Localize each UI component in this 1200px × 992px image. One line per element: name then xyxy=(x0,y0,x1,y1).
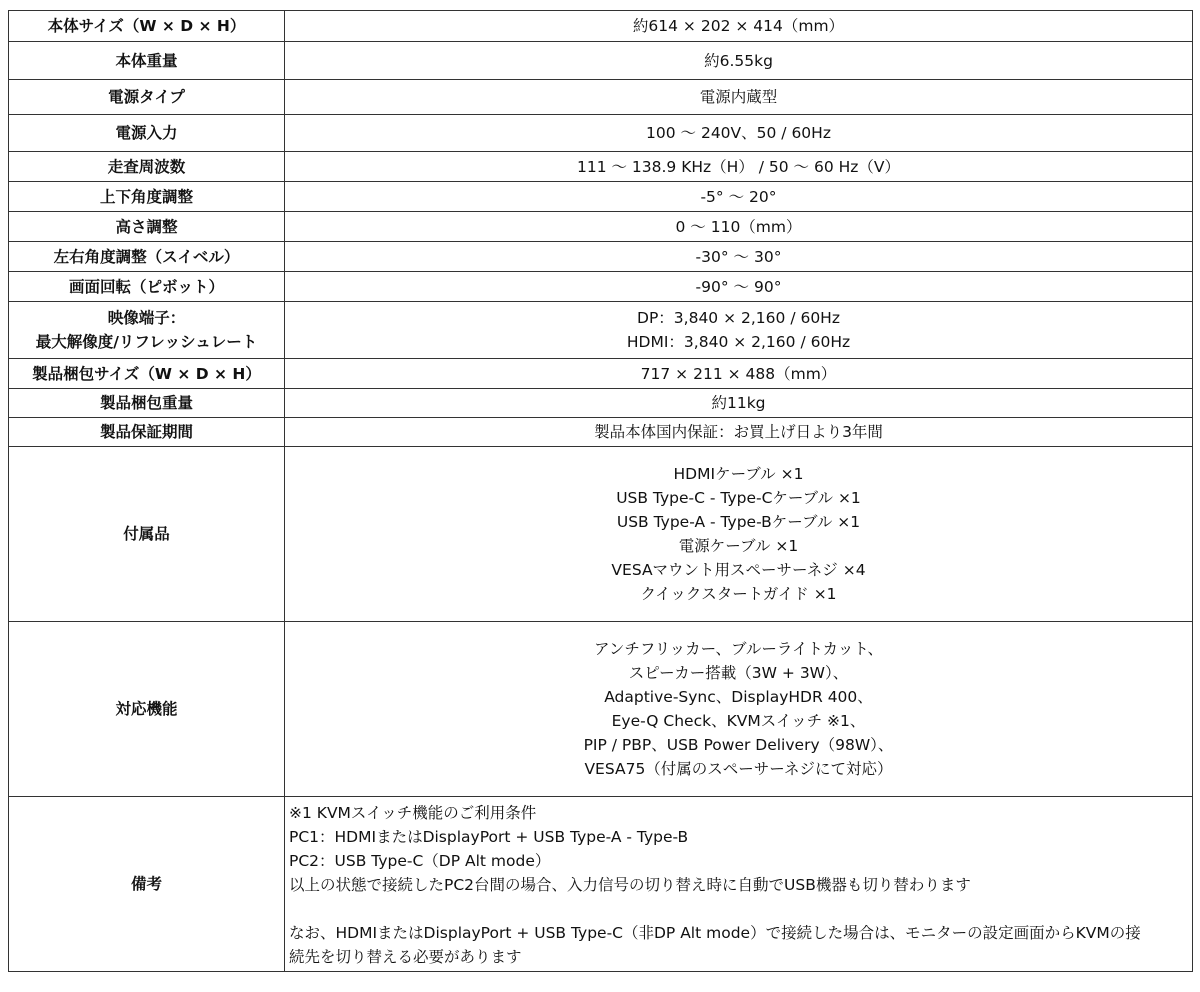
value-line: USB Type-C - Type-Cケーブル ×1 xyxy=(616,489,861,507)
table-row xyxy=(9,622,1193,797)
table-row xyxy=(9,797,1193,972)
row-label: 電源入力 xyxy=(9,115,285,152)
row-label: 走査周波数 xyxy=(9,152,285,182)
row-value xyxy=(285,447,1193,622)
row-label: 左右角度調整（スイベル） xyxy=(9,242,285,272)
label-line: 映像端子： xyxy=(107,309,186,327)
value-line: USB Type-A - Type-Bケーブル ×1 xyxy=(616,513,861,531)
row-label: 付属品 xyxy=(9,447,285,622)
value-line: 以上の状態で接続したPC2台間の場合、入力信号の切り替え時に自動でUSB機器も切り替わります xyxy=(289,876,971,894)
value-line xyxy=(289,897,1188,921)
row-label: 製品梱包重量 xyxy=(9,389,285,418)
row-value xyxy=(285,797,1193,972)
row-label: 電源タイプ xyxy=(9,80,285,115)
value-line: アンチフリッカー、ブルーライトカット、 xyxy=(594,640,883,658)
row-value: 111 ～ 138.9 KHz（H） / 50 ～ 60 Hz（V） xyxy=(285,152,1193,182)
row-value: -30° ～ 30° xyxy=(285,242,1193,272)
row-value: -5° ～ 20° xyxy=(285,182,1193,212)
table-row xyxy=(9,389,1193,418)
value-line: PIP / PBP、USB Power Delivery（98W）、 xyxy=(583,736,894,754)
row-label: 製品保証期間 xyxy=(9,418,285,447)
value-line: PC1：HDMIまたはDisplayPort + USB Type-A - Type-B xyxy=(289,828,689,846)
row-value: 電源内蔵型 xyxy=(285,80,1193,115)
value-line: Eye-Q Check、KVMスイッチ ※1、 xyxy=(611,712,866,730)
table-row xyxy=(9,182,1193,212)
table-row xyxy=(9,359,1193,389)
table-row xyxy=(9,302,1193,359)
table-row xyxy=(9,152,1193,182)
value-line: ※1 KVMスイッチ機能のご利用条件 xyxy=(289,804,537,822)
row-label: 備考 xyxy=(9,797,285,972)
value-line: VESAマウント用スペーサーネジ ×4 xyxy=(611,561,866,579)
table-row xyxy=(9,272,1193,302)
table-row xyxy=(9,418,1193,447)
table-row xyxy=(9,447,1193,622)
row-value: 約6.55kg xyxy=(285,42,1193,80)
row-label: 画面回転（ピボット） xyxy=(9,272,285,302)
value-line: なお、HDMIまたはDisplayPort + USB Type-C（非DP Alt mode）で接続した場合は、モニターの設定画面からKVMの接 xyxy=(289,924,1141,942)
value-line: 電源ケーブル ×1 xyxy=(678,537,799,555)
table-row xyxy=(9,115,1193,152)
row-label: 製品梱包サイズ（W × D × H） xyxy=(9,359,285,389)
row-value: 100 ～ 240V、50 / 60Hz xyxy=(285,115,1193,152)
value-line: クイックスタートガイド ×1 xyxy=(640,585,837,603)
value-line: HDMI：3,840 × 2,160 / 60Hz xyxy=(626,333,851,351)
table-row xyxy=(9,11,1193,42)
row-label: 対応機能 xyxy=(9,622,285,797)
table-row xyxy=(9,80,1193,115)
table-row xyxy=(9,212,1193,242)
row-value: -90° ～ 90° xyxy=(285,272,1193,302)
row-value: 約11kg xyxy=(285,389,1193,418)
row-value: 約614 × 202 × 414（mm） xyxy=(285,11,1193,42)
row-label: 本体サイズ（W × D × H） xyxy=(9,11,285,42)
value-line: PC2：USB Type-C（DP Alt mode） xyxy=(289,852,551,870)
value-line: VESA75（付属のスペーサーネジにて対応） xyxy=(584,760,893,778)
value-line: Adaptive-Sync、DisplayHDR 400、 xyxy=(604,688,873,706)
value-line: HDMIケーブル ×1 xyxy=(673,465,804,483)
value-line: 続先を切り替える必要があります xyxy=(289,948,522,966)
row-label: 本体重量 xyxy=(9,42,285,80)
row-value: 717 × 211 × 488（mm） xyxy=(285,359,1193,389)
value-line: DP：3,840 × 2,160 / 60Hz xyxy=(637,309,840,327)
row-label: 上下角度調整 xyxy=(9,182,285,212)
row-value: 製品本体国内保証：お買上げ日より3年間 xyxy=(285,418,1193,447)
label-line: 最大解像度/リフレッシュレート xyxy=(35,333,258,351)
row-value xyxy=(285,622,1193,797)
table-row xyxy=(9,242,1193,272)
row-label xyxy=(9,302,285,359)
row-value: 0 ～ 110（mm） xyxy=(285,212,1193,242)
row-label: 高さ調整 xyxy=(9,212,285,242)
table-row xyxy=(9,42,1193,80)
value-line: スピーカー搭載（3W + 3W）、 xyxy=(628,664,849,682)
spec-table xyxy=(8,10,1193,972)
row-value xyxy=(285,302,1193,359)
